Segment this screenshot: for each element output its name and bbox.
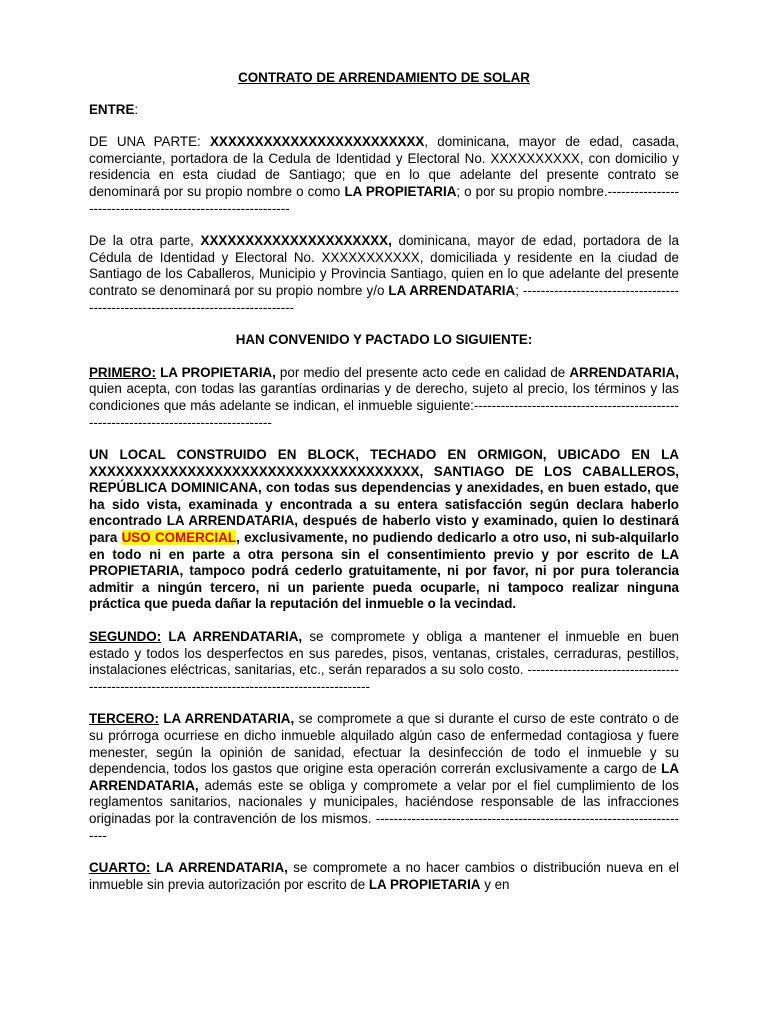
clause-tercero-text-2: además este se obliga y compromete a velar por el fiel cumplimiento de los reglamentos sanitarios, nacionales y municipales, haciéndose responsable de las infracciones originadas por la contravención de los mismos. ------------------------------------------------------------------------ <box>89 777 679 843</box>
entre-colon: : <box>134 101 139 117</box>
clause-primero-party: LA PROPIETARIA, <box>160 364 276 380</box>
first-party-intro: DE UNA PARTE: <box>89 134 210 150</box>
first-party-end: ; o por su propio nombre.------------------------------------------------------------- <box>89 183 680 216</box>
second-party-name: XXXXXXXXXXXXXXXXXXXXX, <box>200 233 392 249</box>
agreement-heading: HAN CONVENIDO Y PACTADO LO SIGUIENTE: <box>235 332 533 348</box>
document-title: CONTRATO DE ARRENDAMIENTO DE SOLAR <box>238 70 530 85</box>
clause-cuarto <box>89 860 679 893</box>
property-description <box>89 447 679 613</box>
second-party-details: dominicana, mayor de edad, portadora de la Cédula de Identidad y Electoral No. XXXXXXXXXXX, domiciliada y residente en la ciudad de Santiago de los Caballeros, Municipio y Provincia Santiago, quien en lo que adelante del presente contrato se denominará por su propio nombre y/o <box>89 233 679 298</box>
clause-primero-role: ARRENDATARIA, <box>569 364 679 380</box>
clause-primero <box>89 365 679 431</box>
clause-segundo-text: se compromete y obliga a mantener el inmueble en buen estado y todos los desperfectos en sus paredes, pisos, ventanas, cristales, cerraduras, pestillos, instalaciones eléctricas, sanitarias, etc., serán reparados a su solo costo. ------------------------------------------------------------------------------------------------- <box>89 629 679 694</box>
clause-segundo-label: SEGUNDO: <box>89 629 162 645</box>
clause-cuarto-party-2: LA PROPIETARIA <box>368 876 481 892</box>
second-party-paragraph <box>89 233 679 316</box>
clause-primero-text-1: por medio del presente acto cede en calidad de <box>275 364 570 380</box>
clause-segundo-party: LA ARRENDATARIA, <box>168 629 303 645</box>
first-party-paragraph <box>89 134 679 217</box>
property-description-text-2: , exclusivamente, no pudiendo dedicarlo a otro uso, ni sub-alquilarlo en todo ni en parte a otra persona sin el consentimiento previo y por escrito de LA PROPIETARIA, tampoco podrá cederlo gratuitamente, ni por favor, ni por pura tolerancia admitir a ningún tercero, ni un pariente pueda ocuparle, ni tampoco realizar ninguna práctica que pueda dañar la reputación del inmueble o la vecindad. <box>89 530 680 612</box>
second-party-alias: LA ARRENDATARIA <box>388 282 516 298</box>
clause-cuarto-label: CUARTO: <box>89 860 151 876</box>
clause-tercero-party-2: LA ARRENDATARIA, <box>89 761 679 793</box>
clause-cuarto-text-2: y en <box>480 876 510 892</box>
clause-segundo <box>89 629 679 695</box>
first-party-alias: LA PROPIETARIA <box>344 183 457 199</box>
clause-primero-label: PRIMERO: <box>89 364 156 380</box>
clause-cuarto-party: LA ARRENDATARIA, <box>155 860 288 876</box>
clause-primero-text-2: quien acepta, con todas las garantías ordinarias y de derecho, sujeto al precio, los términos y las condiciones que más adelante se indican, el inmueble siguiente:--------------------------------------------------------------------------------------- <box>89 381 679 430</box>
contract-page <box>89 64 679 893</box>
clause-tercero-party: LA ARRENDATARIA, <box>163 711 295 727</box>
entre-line <box>89 102 679 119</box>
clause-tercero-text-1: se compromete a que si durante el curso de este contrato o de su prórroga ocurriese en dicho inmueble alquilado algún caso de enfermedad contagiosa y fuere menester, según la opinión de sanidad, efectuar la desinfección de todo el inmueble y su dependencia, todos los gastos que origine esta operación correrán exclusivamente a cargo de <box>89 711 679 777</box>
uso-comercial-highlight: USO COMERCIAL <box>121 530 237 546</box>
first-party-name: XXXXXXXXXXXXXXXXXXXXXXXX <box>209 134 425 150</box>
clause-tercero <box>89 711 679 844</box>
clause-cuarto-text-1: se compromete a no hacer cambios o distribución nueva en el inmueble sin previa autorización por escrito de <box>89 860 679 892</box>
second-party-intro: De la otra parte, <box>89 233 201 249</box>
clause-tercero-label: TERCERO: <box>89 711 159 727</box>
property-description-text-1: UN LOCAL CONSTRUIDO EN BLOCK, TECHADO EN ORMIGON, UBICADO EN LA XXXXXXXXXXXXXXXXXXXXXXXXXXXXXXXXXXXXX, SANTIAGO DE LOS CABALLEROS, REPÚBLICA DOMINICANA, con todas sus dependencias y anexidades, en buen estado, que ha sido vista, examinada y encontrada a su entera satisfacción según declara haberlo encontrado LA ARRENDATARIA, después de haberlo visto y examinado, quien lo destinará para <box>89 447 679 546</box>
first-party-details: , dominicana, mayor de edad, casada, comerciante, portadora de la Cedula de Identidad y Electoral No. XXXXXXXXXX, con domicilio y residencia en esta ciudad de Santiago; que en lo que adelante del presente contrato se denominará por su propio nombre o como <box>89 134 679 199</box>
second-party-end: ; --------------------------------------------------------------------------------- <box>89 282 680 315</box>
entre-label: ENTRE <box>89 101 135 117</box>
